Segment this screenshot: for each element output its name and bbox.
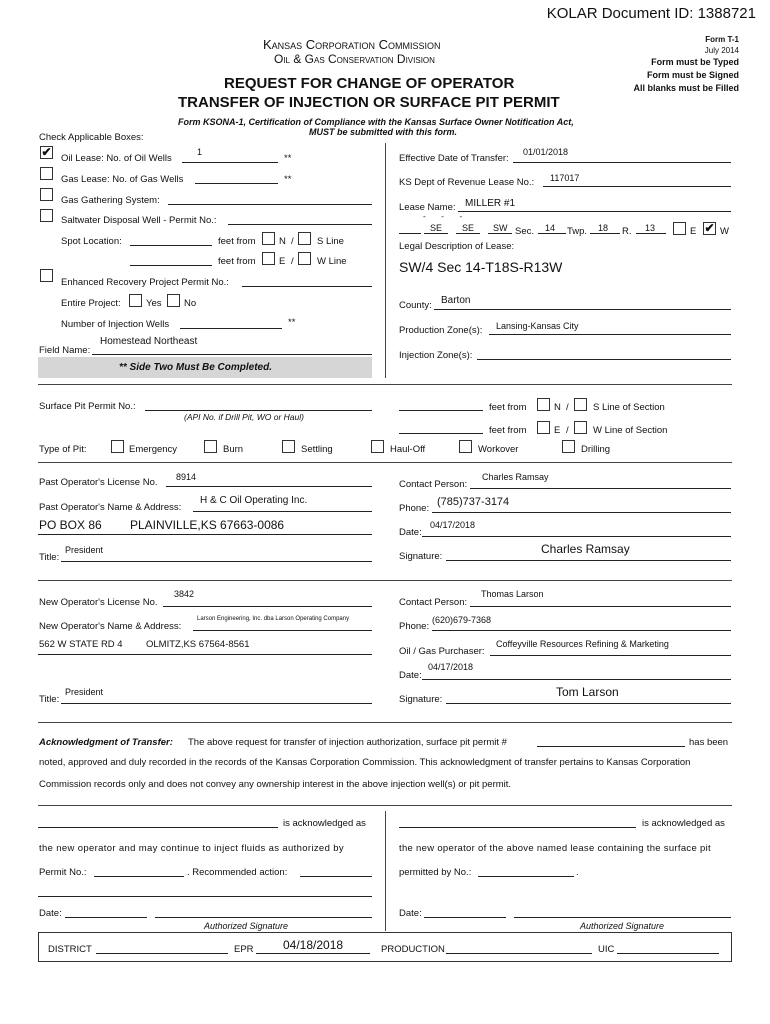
pit-haul-off-checkbox[interactable] [371,440,384,453]
spot-location-label: Spot Location: [61,236,122,247]
swd-checkbox[interactable] [40,209,53,222]
pit-workover-label: Workover [478,444,519,455]
pit-permit-field[interactable] [145,410,372,411]
pit-burn-checkbox[interactable] [204,440,217,453]
footer-uic-label: UIC [598,944,615,955]
pit-api-note: (API No. if Drill Pit, WO or Haul) [184,412,304,422]
spot-ew-feet-field[interactable] [130,265,212,266]
spot-w-line-label: W Line [317,256,347,267]
new-signature-label: Signature: [399,694,443,705]
swd-permit-field[interactable] [228,224,372,225]
pit-burn-label: Burn [223,444,244,455]
ack-left-name-field[interactable] [38,827,278,828]
ack-heading: Acknowledgment of Transfer: [39,737,173,748]
township-value: 18 [598,223,609,233]
pit-e-label: E [554,425,561,436]
pit-workover-checkbox[interactable] [459,440,472,453]
past-license-label: Past Operator's License No. [39,477,158,488]
pit-e-checkbox[interactable] [537,421,550,434]
pit-emergency-checkbox[interactable] [111,440,124,453]
past-name-value: H & C Oil Operating Inc. [200,495,308,506]
new-address-1: 562 W STATE RD 4 [39,639,123,650]
entire-yes-label: Yes [146,298,162,309]
quarter-3-field[interactable] [488,233,512,234]
past-title-value: President [65,545,104,555]
form-date: July 2014 [704,46,739,55]
pit-settling-checkbox[interactable] [282,440,295,453]
ack-left-signature-field[interactable] [155,917,372,918]
pit-ew-feet-field[interactable] [399,433,483,434]
oil-wells-value: 1 [197,147,203,157]
new-title-label: Title: [39,694,60,705]
spot-e-label: E [279,256,286,267]
quarter-2-field[interactable] [456,233,480,234]
form-number: Form T-1 [705,35,739,44]
footer-epr-label: EPR [234,944,254,955]
quarter-2-value: SE [462,223,475,233]
new-date-value: 04/17/2018 [428,662,474,672]
ack-left-date-label: Date: [39,908,62,919]
quarter-3-value: SW [493,223,508,233]
past-address-1: PO BOX 86 [39,518,102,532]
new-operator-divider [38,580,732,581]
form-title-2: TRANSFER OF INJECTION OR SURFACE PIT PERMIT [178,94,560,111]
range-w-label: W [720,226,729,237]
column-divider [385,143,386,378]
form-subtitle-1: Form KSONA-1, Certification of Compliance with the Kansas Surface Owner Notification Act, [178,117,574,127]
new-license-field[interactable] [163,606,372,607]
ack-left-is-ack: is acknowledged as [283,818,366,829]
gas-wells-field[interactable] [195,183,278,184]
gas-gathering-checkbox[interactable] [40,188,53,201]
new-contact-label: Contact Person: [399,597,468,608]
new-date-label: Date: [399,670,422,681]
county-field[interactable] [434,309,731,310]
side-two-text: ** Side Two Must Be Completed. [119,362,272,373]
legal-desc-value: SW/4 Sec 14-T18S-R13W [399,259,563,275]
lease-name-label: Lease Name: [399,202,456,213]
ack-lower-divider [38,805,732,806]
pit-slash-2: / [566,425,569,436]
spot-w-checkbox[interactable] [298,252,311,265]
past-license-field[interactable] [166,486,372,487]
county-value: Barton [441,295,471,306]
entire-no-label: No [184,298,197,309]
ks-lease-field[interactable] [543,186,731,187]
new-title-value: President [65,687,104,697]
gas-lease-label: Gas Lease: No. of Gas Wells [61,174,184,185]
ack-text-2: noted, approved and duly recorded in the records of the Kansas Corporation Commission. This acknowledgment of transfer pertains to Kansas Corporation [39,757,691,768]
footer-epr-field[interactable] [256,953,370,954]
lease-name-field[interactable] [458,211,731,212]
spot-n-checkbox[interactable] [262,232,275,245]
section-label: Sec. [515,226,535,237]
range-value: 13 [645,223,656,233]
gas-gathering-label: Gas Gathering System: [61,195,160,206]
pit-section-divider [38,384,732,385]
gas-lease-checkbox[interactable] [40,167,53,180]
ack-recommended-field[interactable] [300,876,372,877]
pit-permit-label: Surface Pit Permit No.: [39,401,136,412]
ks-lease-label: KS Dept of Revenue Lease No.: [399,177,535,188]
new-signature-value: Tom Larson [556,685,619,699]
operator-section-divider [38,462,732,463]
past-phone-value: (785)737-3174 [437,496,510,508]
new-phone-label: Phone: [399,621,430,632]
quarter-1-field[interactable] [424,233,448,234]
spot-s-line-label: S Line [317,236,344,247]
past-phone-field[interactable] [432,512,731,513]
ack-right-is-ack: is acknowledged as [642,818,725,829]
past-phone-label: Phone: [399,503,430,514]
ks-lease-value: 117017 [550,173,580,183]
injection-wells-stars: ** [288,317,296,328]
footer-production-field[interactable] [446,953,592,954]
new-date-field[interactable] [422,679,731,680]
ack-text-1: The above request for transfer of injection authorization, surface pit permit # [188,737,507,748]
new-name-value: Larson Engineering, Inc. dba Larson Operating Company [197,616,350,622]
quarter-1-value: SE [430,223,443,233]
ack-right-date-label: Date: [399,908,422,919]
check-boxes-label: Check Applicable Boxes: [39,132,144,143]
past-title-field[interactable] [61,561,372,562]
ack-left-line: the new operator and may continue to inject fluids as authorized by [39,843,344,854]
new-phone-value: (620)679-7368 [432,615,492,625]
footer-epr-value: 04/18/2018 [283,938,344,952]
pit-drilling-checkbox[interactable] [562,440,575,453]
section-value: 14 [545,223,556,233]
injection-wells-label: Number of Injection Wells [61,319,170,330]
field-name-field[interactable] [92,354,372,355]
lease-name-value: MILLER #1 [465,198,516,209]
spot-feet-from-2: feet from [218,256,256,267]
entire-yes-checkbox[interactable] [129,294,142,307]
form-subtitle-2: MUST be submitted with this form. [309,127,457,137]
pit-feet-from-2: feet from [489,425,527,436]
new-license-value: 3842 [174,589,195,599]
footer-production-label: PRODUCTION [381,944,445,955]
production-zone-value: Lansing-Kansas City [496,321,579,331]
new-contact-value: Thomas Larson [481,589,544,599]
injection-zone-field[interactable] [477,359,731,360]
effective-date-value: 01/01/2018 [523,147,569,157]
pit-feet-from-1: feet from [489,402,527,413]
footer-district-label: DISTRICT [48,944,92,955]
new-license-label: New Operator's License No. [39,597,158,608]
ack-pit-permit-field[interactable] [537,746,685,747]
range-w-checkbox[interactable]: ✔ [704,221,715,235]
legal-desc-label: Legal Description of Lease: [399,241,515,252]
new-name-field[interactable] [193,630,372,631]
notice-typed: Form must be Typed [651,57,739,67]
spot-n-label: N [279,236,286,247]
spot-ns-feet-field[interactable] [130,245,212,246]
side-two-banner [38,357,372,378]
ack-middle-divider [385,811,386,931]
pit-s-line-label: S Line of Section [593,402,665,413]
new-title-field[interactable] [61,703,372,704]
county-label: County: [399,300,432,311]
eor-permit-label: Enhanced Recovery Project Permit No.: [61,277,229,288]
pit-n-label: N [554,402,561,413]
pit-ns-feet-field[interactable] [399,410,483,411]
pit-settling-label: Settling [301,444,333,455]
ack-left-date-field[interactable] [65,917,147,918]
effective-date-label: Effective Date of Transfer: [399,153,509,164]
spot-slash-1: / [291,236,294,247]
ack-permitted-by-label: permitted by No.: [399,867,472,878]
new-purchaser-label: Oil / Gas Purchaser: [399,646,485,657]
entire-no-checkbox[interactable] [167,294,180,307]
agency-name: Kansas Corporation Commission [263,37,441,52]
injection-zone-label: Injection Zone(s): [399,350,473,361]
legal-blank-field[interactable] [399,233,421,234]
pit-type-label: Type of Pit: [39,444,87,455]
ack-recommended-field-2[interactable] [38,896,372,897]
range-label: R. [622,226,632,237]
pit-w-checkbox[interactable] [574,421,587,434]
oil-wells-stars: ** [284,153,292,164]
new-address-2: OLMITZ,KS 67564-8561 [146,639,250,650]
ack-right-signature-field[interactable] [514,917,731,918]
production-zone-field[interactable] [489,334,731,335]
new-name-label: New Operator's Name & Address: [39,621,182,632]
ack-text-3: Commission records only and does not convey any ownership interest in the above injection well(s) or pit permit. [39,779,512,790]
ack-right-date-field[interactable] [424,917,506,918]
form-title-1: REQUEST FOR CHANGE OF OPERATOR [224,75,515,92]
notice-filled: All blanks must be Filled [633,83,739,93]
effective-date-field[interactable] [513,162,731,163]
new-address-field[interactable] [38,654,372,655]
injection-wells-field[interactable] [180,328,282,329]
past-contact-value: Charles Ramsay [482,472,549,482]
notice-signed: Form must be Signed [646,70,739,80]
ack-right-line: the new operator of the above named lease containing the surface pit [399,843,711,854]
ack-right-name-field[interactable] [399,827,636,828]
past-signature-field[interactable] [446,560,731,561]
range-field[interactable] [636,233,666,234]
ack-recommended-label: . Recommended action: [187,867,288,878]
past-contact-field[interactable] [470,488,731,489]
past-date-value: 04/17/2018 [430,520,476,530]
pit-w-line-label: W Line of Section [593,425,668,436]
footer-uic-field[interactable] [617,953,719,954]
acknowledgment-divider [38,722,732,723]
range-e-checkbox[interactable] [673,222,686,235]
new-purchaser-value: Coffeyville Resources Refining & Marketing [496,639,669,649]
past-date-field[interactable] [422,536,731,537]
past-address-field[interactable] [38,534,372,535]
document-id: KOLAR Document ID: 1388721 [546,5,756,22]
gas-wells-stars: ** [284,174,292,185]
past-name-label: Past Operator's Name & Address: [39,502,182,513]
ack-right-auth-signature: Authorized Signature [580,921,665,931]
past-signature-label: Signature: [399,551,443,562]
oil-wells-field[interactable] [182,162,278,163]
past-contact-label: Contact Person: [399,479,468,490]
township-field[interactable] [590,233,620,234]
pit-slash-1: / [566,402,569,413]
pit-s-checkbox[interactable] [574,398,587,411]
spot-s-checkbox[interactable] [298,232,311,245]
past-name-field[interactable] [193,511,372,512]
ack-left-auth-signature: Authorized Signature [204,921,289,931]
pit-haul-off-label: Haul-Off [390,444,426,455]
past-address-2: PLAINVILLE,KS 67663-0086 [130,518,285,532]
pit-drilling-label: Drilling [581,444,611,455]
new-signature-field[interactable] [446,703,731,704]
gas-gathering-field[interactable] [168,204,372,205]
ack-permitted-period: . [576,867,579,878]
production-zone-label: Production Zone(s): [399,325,483,336]
legal-tick-marks: - - - [423,212,463,221]
range-e-label: E [690,226,697,237]
oil-lease-checkbox[interactable]: ✔ [41,145,52,159]
section-field[interactable] [538,233,566,234]
entire-project-label: Entire Project: [61,298,121,309]
past-date-label: Date: [399,527,422,538]
swd-permit-label: Saltwater Disposal Well - Permit No.: [61,215,217,226]
spot-feet-from-1: feet from [218,236,256,247]
past-signature-value: Charles Ramsay [541,542,630,556]
eor-checkbox[interactable] [40,269,53,282]
past-license-value: 8914 [176,472,197,482]
ack-permitted-by-field[interactable] [478,876,574,877]
spot-slash-2: / [291,256,294,267]
footer-district-field[interactable] [96,953,228,954]
pit-n-checkbox[interactable] [537,398,550,411]
ack-permit-no-field[interactable] [94,876,184,877]
township-label: Twp. [567,226,588,237]
field-name-label: Field Name: [39,345,91,356]
past-title-label: Title: [39,552,60,563]
agency-division: Oil & Gas Conservation Division [274,52,435,66]
ack-has-been: has been [689,737,729,748]
new-phone-field[interactable] [432,630,731,631]
oil-lease-label: Oil Lease: No. of Oil Wells [61,153,172,164]
pit-emergency-label: Emergency [129,444,178,455]
spot-e-checkbox[interactable] [262,252,275,265]
new-contact-field[interactable] [470,606,731,607]
new-purchaser-field[interactable] [490,655,731,656]
ack-permit-no-label: Permit No.: [39,867,87,878]
field-name-value: Homestead Northeast [100,336,198,347]
eor-permit-field[interactable] [242,286,372,287]
